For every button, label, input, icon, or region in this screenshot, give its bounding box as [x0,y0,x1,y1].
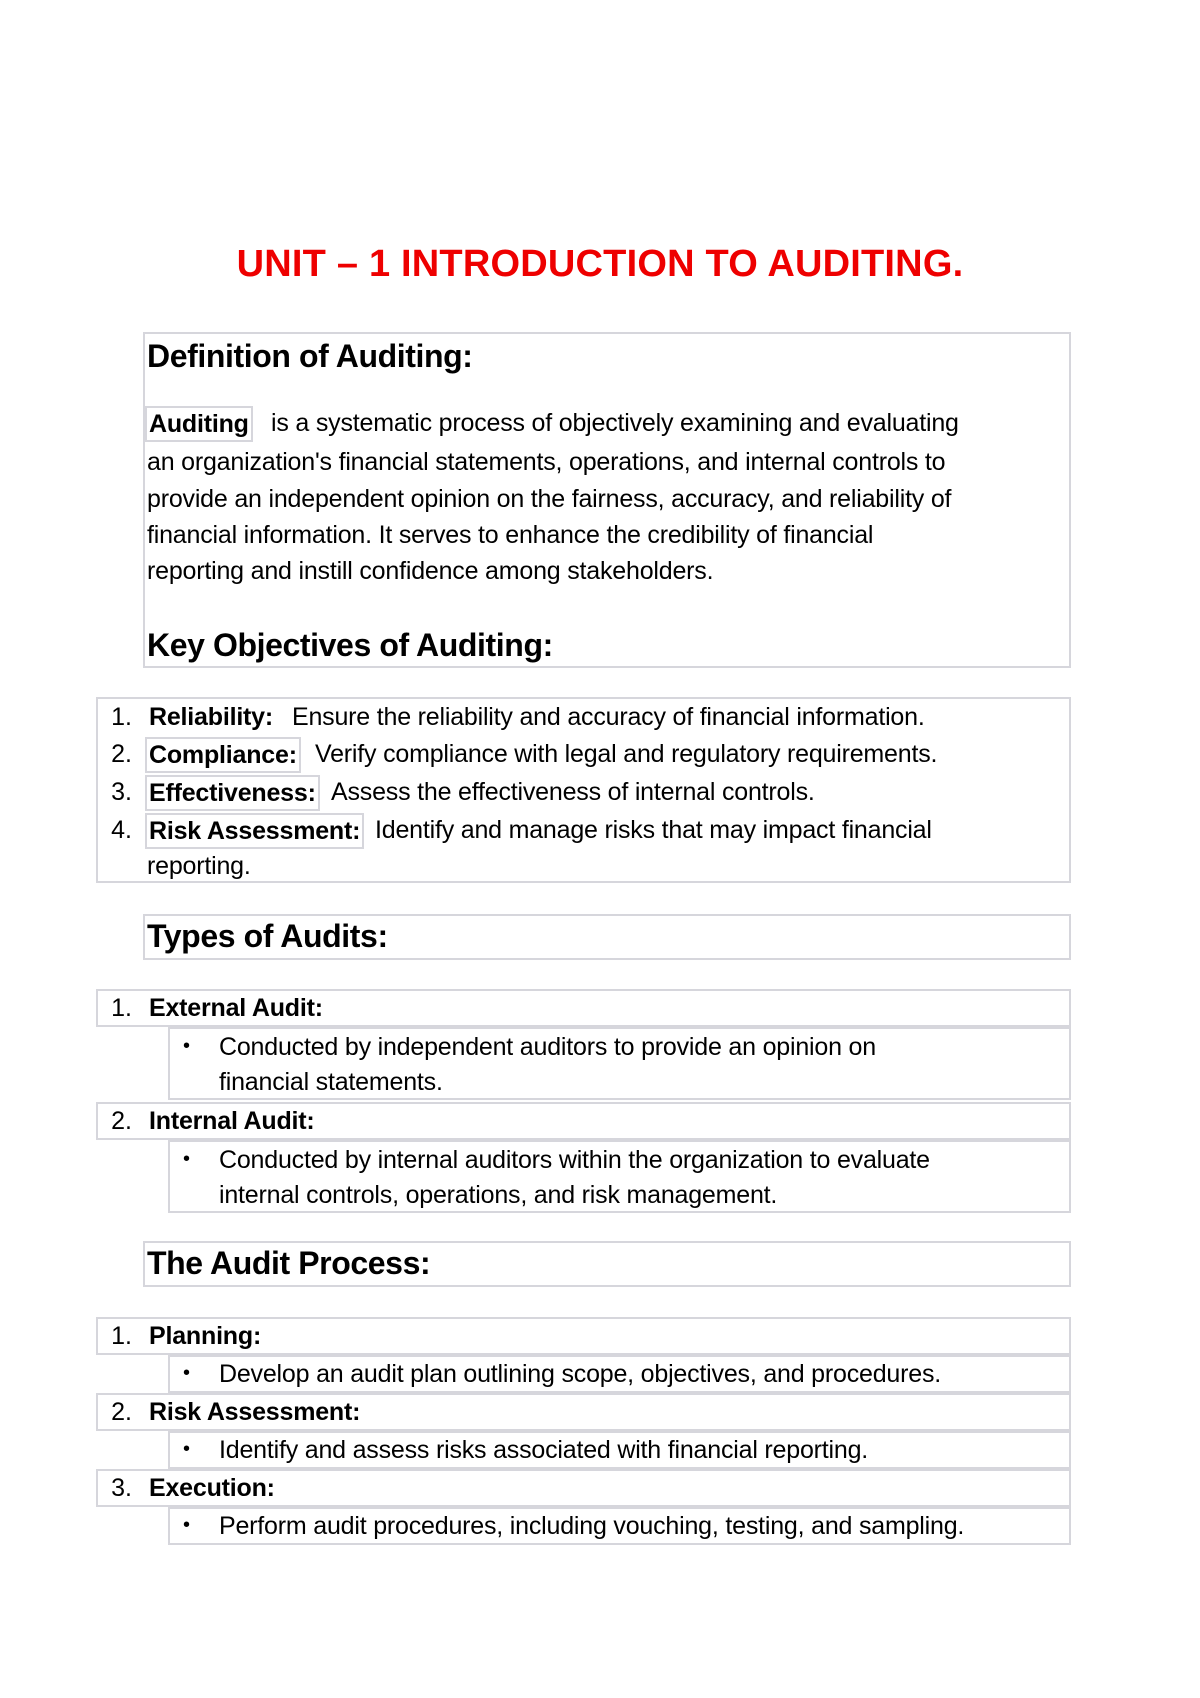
objective-number: 4. [111,816,132,844]
process-label: Execution: [149,1474,275,1502]
definition-line-5: reporting and instill confidence among stakeholders. [147,557,714,585]
objective-text: Ensure the reliability and accuracy of financial information. [292,703,925,731]
objective-number: 1. [111,703,132,731]
bullet-icon: • [183,1362,191,1384]
process-heading: The Audit Process: [147,1245,431,1281]
objective-text: Assess the effectiveness of internal controls. [331,778,815,806]
type-description: internal controls, operations, and risk management. [219,1181,778,1209]
type-number: 2. [111,1107,132,1135]
objective-text-continued: reporting. [147,852,251,880]
process-description: Identify and assess risks associated with financial reporting. [219,1436,869,1464]
objective-label: Risk Assessment: [145,813,364,849]
process-number: 2. [111,1398,132,1426]
process-label: Risk Assessment: [149,1398,361,1426]
bullet-icon: • [183,1514,191,1536]
definition-term: Auditing [145,406,253,442]
type-label: Internal Audit: [149,1107,315,1135]
process-description: Develop an audit plan outlining scope, objectives, and procedures. [219,1360,942,1388]
objective-label: Compliance: [145,737,301,773]
bullet-icon: • [183,1035,191,1057]
bullet-icon: • [183,1438,191,1460]
type-label: External Audit: [149,994,323,1022]
objective-number: 2. [111,740,132,768]
objective-label: Reliability: [149,703,274,731]
process-number: 1. [111,1322,132,1350]
page-title: UNIT – 1 INTRODUCTION TO AUDITING. [236,243,964,285]
process-description: Perform audit procedures, including vouching, testing, and sampling. [219,1512,965,1540]
definition-line-1: is a systematic process of objectively examining and evaluating [271,409,959,437]
definition-line-4: financial information. It serves to enhance the credibility of financial [147,521,874,549]
objective-label: Effectiveness: [145,775,320,811]
process-label: Planning: [149,1322,262,1350]
process-number: 3. [111,1474,132,1502]
type-description: financial statements. [219,1068,443,1096]
type-number: 1. [111,994,132,1022]
objective-text: Identify and manage risks that may impact financial [375,816,932,844]
objective-text: Verify compliance with legal and regulatory requirements. [315,740,938,768]
objectives-heading: Key Objectives of Auditing: [147,627,553,663]
types-heading: Types of Audits: [147,918,388,954]
definition-line-2: an organization's financial statements, operations, and internal controls to [147,448,946,476]
type-description: Conducted by internal auditors within the organization to evaluate [219,1146,930,1174]
definition-heading: Definition of Auditing: [147,338,473,374]
definition-line-3: provide an independent opinion on the fairness, accuracy, and reliability of [147,485,952,513]
bullet-icon: • [183,1148,191,1170]
type-description: Conducted by independent auditors to provide an opinion on [219,1033,876,1061]
objective-number: 3. [111,778,132,806]
